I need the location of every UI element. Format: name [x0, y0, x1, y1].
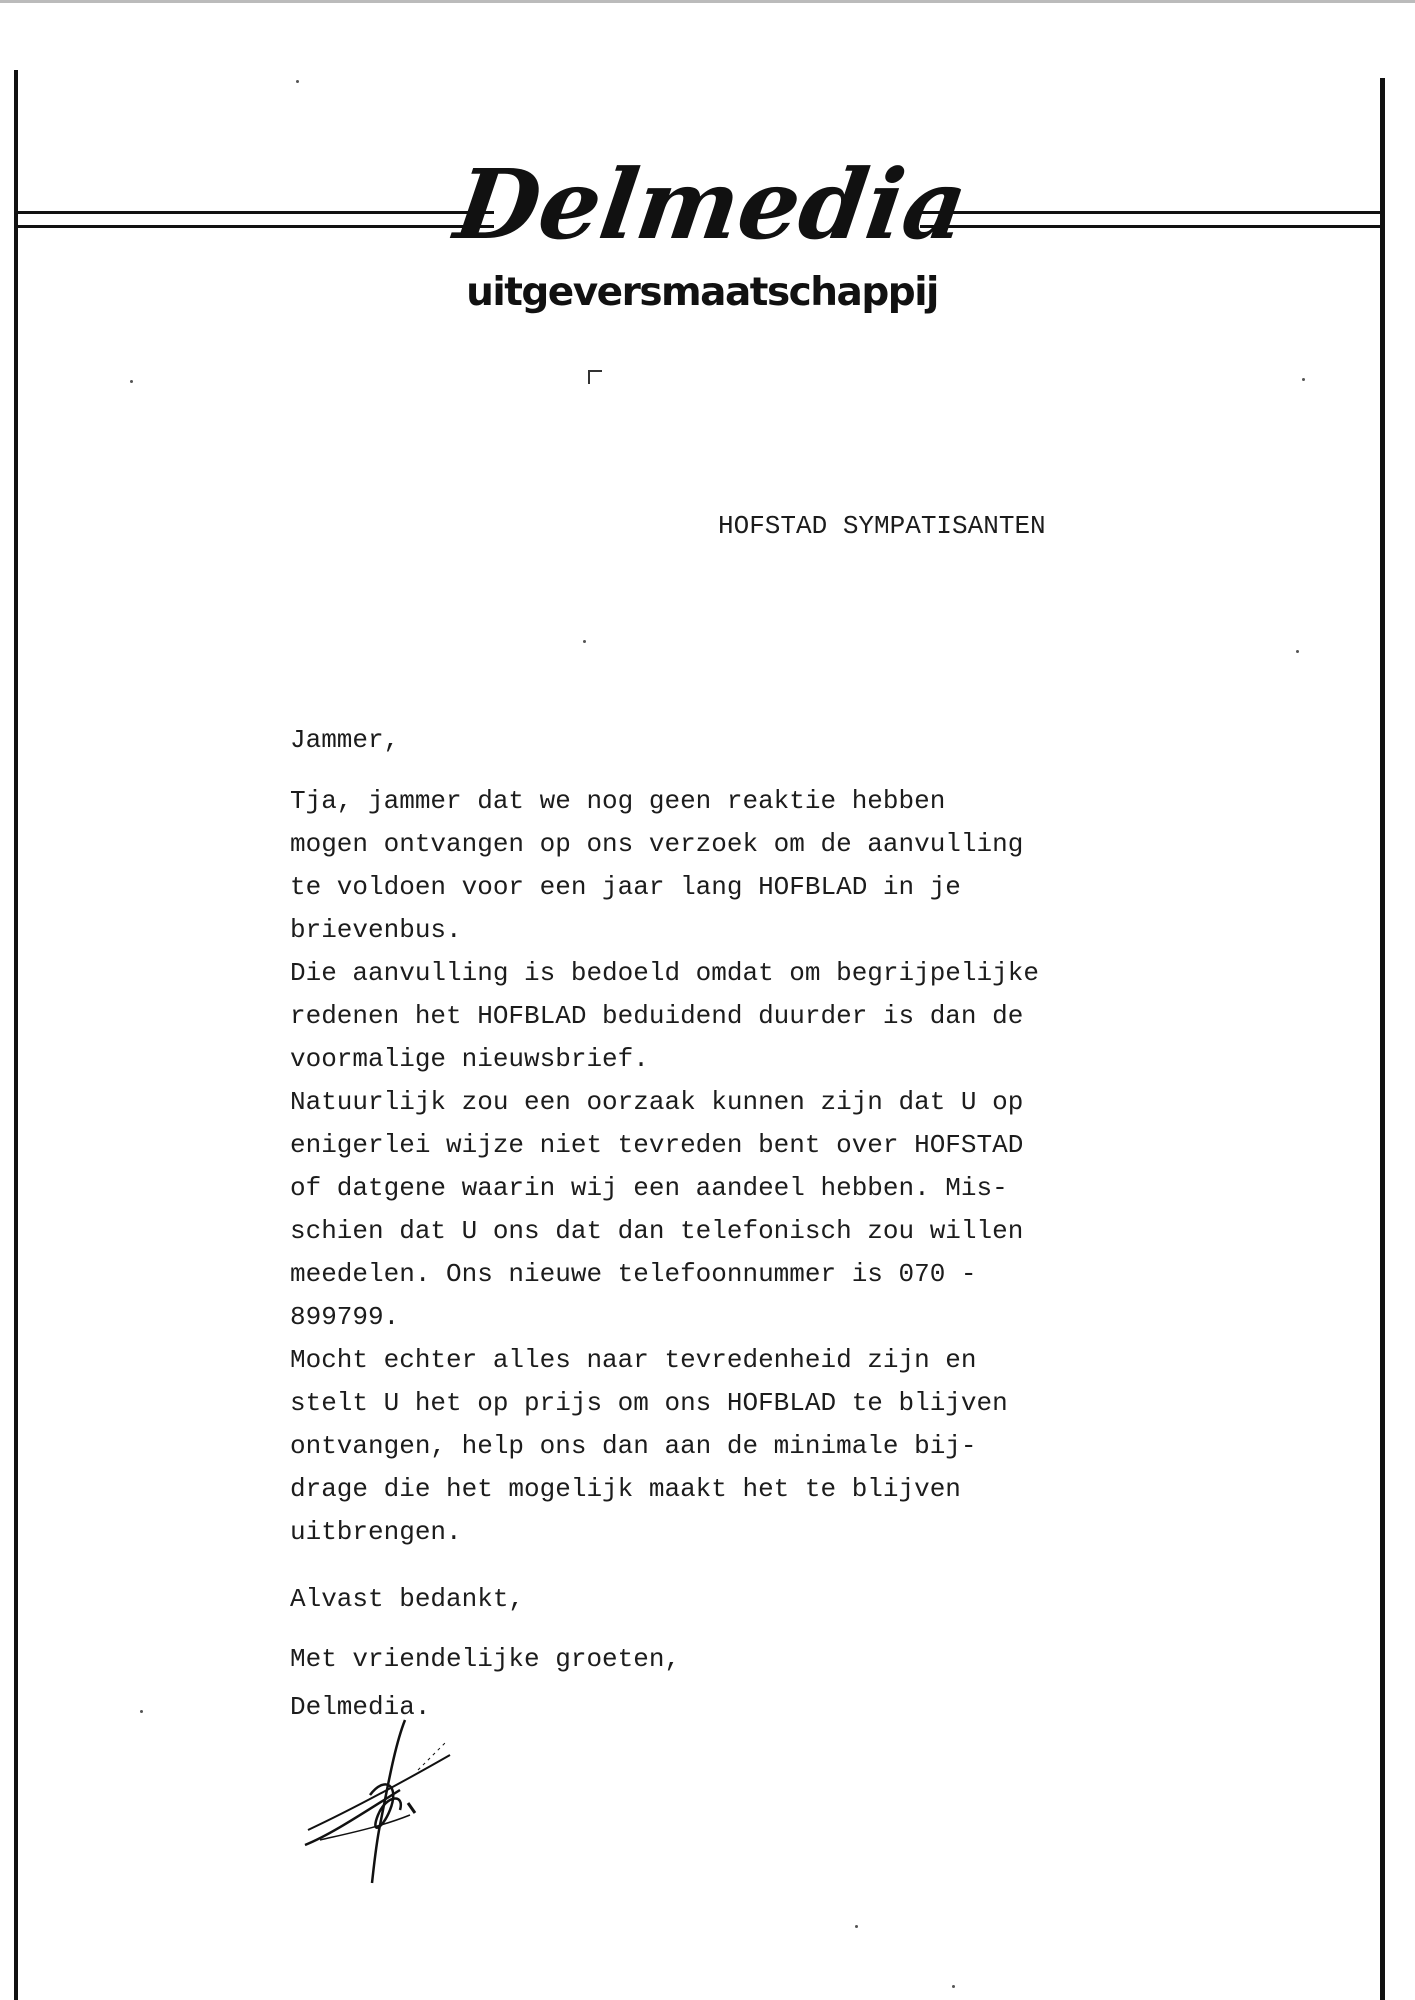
page-border-left — [14, 70, 18, 2000]
paper-speck — [952, 1985, 955, 1988]
address-window-mark — [588, 370, 602, 384]
body-line: uitbrengen. — [290, 1517, 462, 1547]
body-line: stelt U het op prijs om ons HOFBLAD te blijven — [290, 1388, 1008, 1418]
paper-speck — [296, 80, 299, 83]
letterhead-rule-left — [16, 211, 494, 228]
paper-speck — [130, 380, 133, 383]
paper-speck — [1296, 650, 1299, 653]
body-line: drage die het mogelijk maakt het te blijven — [290, 1474, 961, 1504]
body-line: Mocht echter alles naar tevredenheid zijn en — [290, 1345, 977, 1375]
paper-speck — [583, 640, 586, 643]
closing-thanks: Alvast bedankt, — [290, 1584, 525, 1614]
body-line: Die aanvulling is bedoeld omdat om begrijpelijke — [290, 958, 1039, 988]
body-line: redenen het HOFBLAD beduidend duurder is dan de — [290, 1001, 1024, 1031]
body-line: meedelen. Ons nieuwe telefoonnummer is 070 - — [290, 1259, 977, 1289]
delmedia-logo — [448, 147, 974, 261]
logo-wordmark: Delmedia — [448, 147, 974, 261]
body-line: 899799. — [290, 1302, 400, 1332]
body-line: mogen ontvangen op ons verzoek om de aanvulling — [290, 829, 1024, 859]
body-line: schien dat U ons dat dan telefonisch zou willen — [290, 1216, 1024, 1246]
letter-closing — [290, 1575, 680, 1731]
letterhead-subtitle: uitgeversmaatschappij — [466, 270, 938, 315]
letter-body — [290, 780, 1039, 1554]
body-line: Tja, jammer dat we nog geen reaktie hebben — [290, 786, 946, 816]
body-line: brievenbus. — [290, 915, 462, 945]
closing-greeting: Met vriendelijke groeten, — [290, 1644, 681, 1674]
body-line: ontvangen, help ons dan aan de minimale bij- — [290, 1431, 977, 1461]
page-top-edge — [0, 0, 1415, 3]
recipient-line: HOFSTAD SYMPATISANTEN — [718, 511, 1046, 541]
salutation: Jammer, — [290, 725, 400, 755]
page-border-right — [1380, 78, 1385, 2000]
body-line: voormalige nieuwsbrief. — [290, 1044, 649, 1074]
body-line: te voldoen voor een jaar lang HOFBLAD in je — [290, 872, 961, 902]
paper-speck — [140, 1710, 143, 1713]
handwritten-signature — [300, 1715, 470, 1885]
paper-speck — [1302, 378, 1305, 381]
body-line: Natuurlijk zou een oorzaak kunnen zijn dat U op — [290, 1087, 1024, 1117]
body-line: enigerlei wijze niet tevreden bent over HOFSTAD — [290, 1130, 1024, 1160]
body-line: of datgene waarin wij een aandeel hebben. Mis- — [290, 1173, 1008, 1203]
paper-speck — [855, 1925, 858, 1928]
letterhead-rule-right — [920, 211, 1382, 228]
closing-sender: Delmedia. — [290, 1692, 431, 1722]
